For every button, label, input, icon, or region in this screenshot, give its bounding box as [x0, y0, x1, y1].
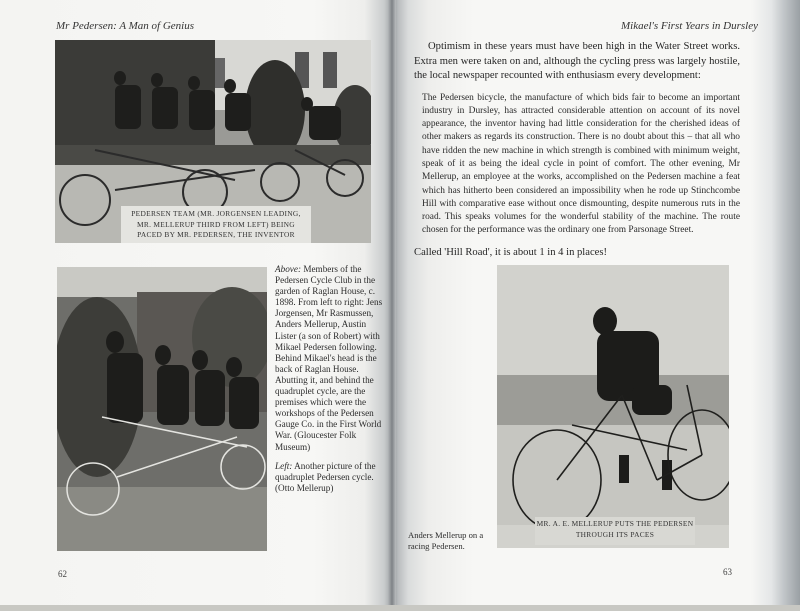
- caption-above-label: Above:: [275, 264, 302, 274]
- page-edge: [0, 605, 800, 611]
- photo-quadruplet-cycle: [57, 267, 267, 551]
- caption-above-text: Members of the Pedersen Cycle Club in the garden of Raglan House, c. 1898. From left to right: Jens Jorgensen, Mr Rasmussen, Anders Mellerup, Austin Lister (a son of Robert) with Mikael Pedersen following. Behind Mikael's head is the back of Raglan House. Abutting it, and behind the quadruplet cycle, are the premises which were the workshops of the Pedersen Gauge Co. in the First World War. (Gloucester Folk Museum): [275, 264, 383, 452]
- photo-caption-team: [121, 206, 311, 243]
- caption-line: racing Pedersen.: [408, 540, 465, 551]
- caption-left-label: Left:: [275, 460, 293, 471]
- side-caption-left-page: [275, 264, 387, 502]
- photo-mellerup-illustration: [497, 265, 729, 548]
- caption-left: [275, 461, 387, 494]
- after-quote-paragraph: Called 'Hill Road', it is about 1 in 4 in places!: [414, 246, 608, 258]
- photo-pedersen-team: [55, 40, 371, 243]
- right-page-text-flow: [414, 40, 740, 260]
- photo-mellerup-riding: [497, 265, 729, 548]
- side-caption-right-page: [408, 530, 494, 551]
- caption-line: Anders Mellerup on a: [408, 530, 484, 540]
- photo-caption-mellerup: [535, 517, 695, 545]
- caption-line: PEDERSEN TEAM (MR. JORGENSEN LEADING,: [131, 209, 301, 218]
- caption-line: MR. MELLERUP THIRD FROM LEFT) BEING: [137, 219, 295, 229]
- caption-above: [275, 264, 387, 453]
- page-number-right: 63: [723, 567, 732, 577]
- intro-paragraph: Optimism in these years must have been high in the Water Street works. Extra men were taken on and, although the cycling press was largely hostile, the local newspaper recounted with enthusiasm every development:: [414, 41, 740, 81]
- running-head-right: Mikael's First Years in Dursley: [620, 20, 758, 32]
- caption-line: MR. A. E. MELLERUP PUTS THE PEDERSEN: [536, 519, 694, 528]
- book-gutter: [388, 0, 396, 611]
- photo-quadruplet-illustration: [57, 267, 267, 551]
- caption-left-text: Another picture of the quadruplet Pedersen cycle. (Otto Mellerup): [275, 460, 376, 493]
- newspaper-quotation: The Pedersen bicycle, the manufacture of which bids fair to become an important industry in Dursley, has attracted considerable attention on account of its novel appearance, the inventor having had little consideration for the cherished ideas of other makers as regards its construction. There is no doubt about this – that all who have ridden the new machine in which strength is combined with minimum weight, speak of it as being the ideal cycle in point of comfort. The other evening, Mr Mellerup, an employee at the works, accomplished on the Pedersen machine a feat which has hitherto been considered an impossibility when he rode up Stinchcombe Hill with comparative ease without once dismounting, despite numerous ruts in the road. This speaks volumes for the wonderful stability of the machine. The route chosen for the performance was the ordinary one from Parsonage Street.: [422, 92, 740, 236]
- caption-line: PACED BY MR. PEDERSEN, THE INVENTOR: [137, 230, 295, 239]
- caption-line: THROUGH ITS PACES: [575, 529, 655, 539]
- page-number-left: 62: [58, 569, 67, 579]
- running-head-left: Mr Pedersen: A Man of Genius: [56, 20, 194, 32]
